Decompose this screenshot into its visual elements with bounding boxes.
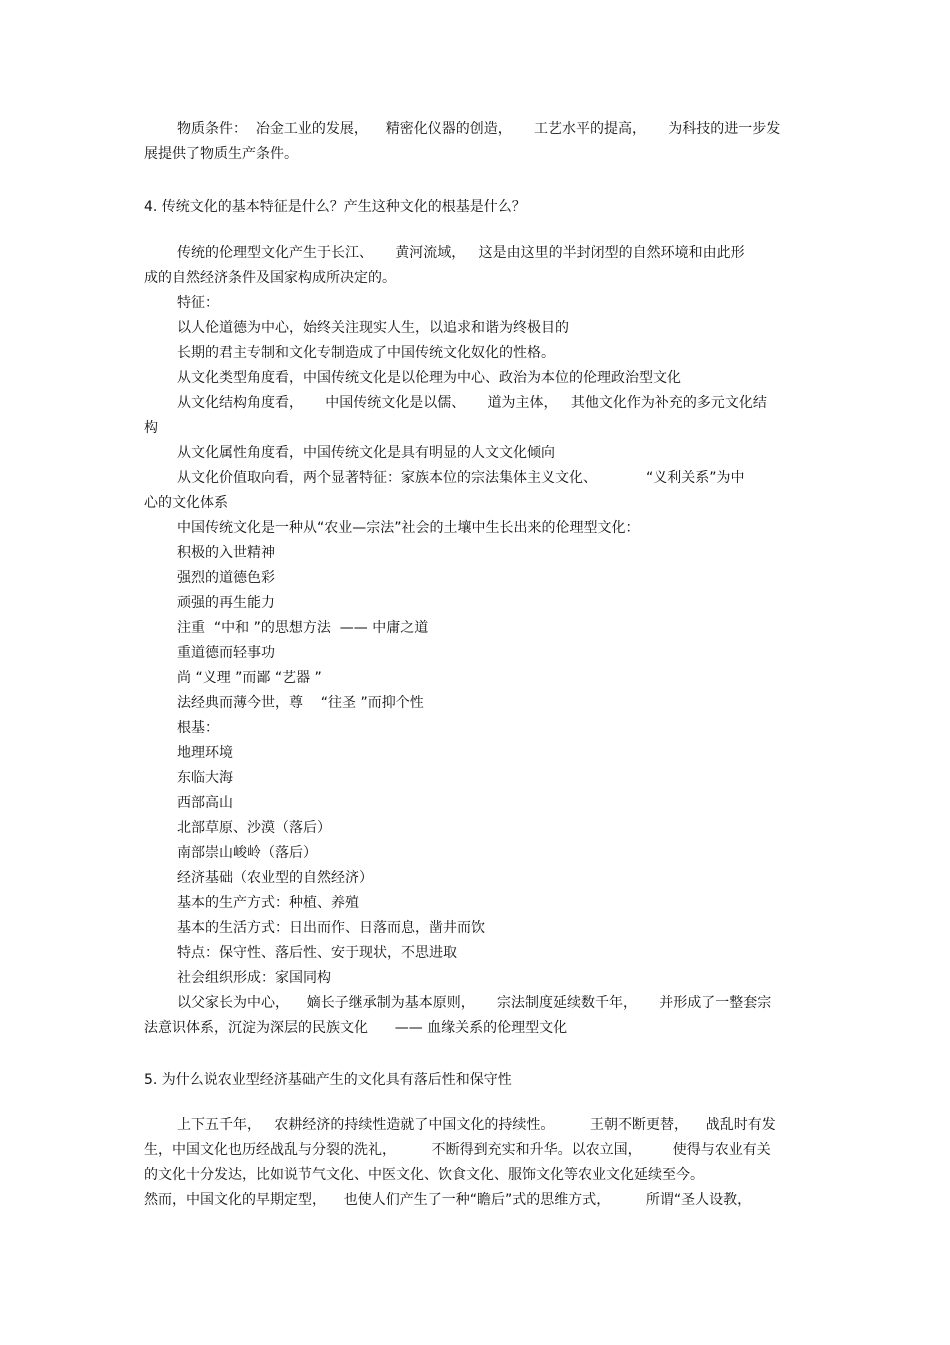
feature-line: 长期的君主专制和文化专制造成了中国传统文化奴化的性格。	[177, 345, 555, 361]
features-label: 特征：	[177, 295, 219, 311]
root-item: 特点：保守性、落后性、安于现状，不思进取	[177, 945, 457, 961]
root-line: 以父家长为中心， 嫡长子继承制为基本原则， 宗法制度延续数千年， 并形成了一整套宗	[177, 995, 772, 1011]
feature-item: 尚 “义理 ”而鄙 “艺器 ”	[177, 670, 322, 686]
q5-para-line: 上下五千年， 农耕经济的持续性造就了中国文化的持续性。 王朝不断更替， 战乱时有发	[177, 1117, 776, 1133]
q4-intro-line-1: 传统的伦理型文化产生于长江、 黄河流域， 这是由这里的半封闭型的自然环境和由此形	[177, 245, 745, 261]
feature-item: 顽强的再生能力	[177, 595, 275, 611]
q5-para-line: 然而，中国文化的早期定型， 也使人们产生了一种“瞻后”式的思维方式， 所谓“圣人设教，	[144, 1192, 752, 1208]
root-item: 东临大海	[177, 770, 233, 786]
feature-line: 从文化属性角度看，中国传统文化是具有明显的人文文化倾向	[177, 445, 555, 461]
root-item: 社会组织形成：家国同构	[177, 970, 331, 986]
feature-item: 注重 “中和 ”的思想方法 —— 中庸之道	[177, 620, 429, 636]
roots-label: 根基：	[177, 720, 219, 736]
root-item: 北部草原、沙漠（落后）	[177, 820, 331, 836]
feature-item: 积极的入世精神	[177, 545, 275, 561]
root-item: 基本的生活方式：日出而作、日落而息，凿井而饮	[177, 920, 485, 936]
material-line-2: 展提供了物质生产条件。	[144, 146, 298, 162]
root-item: 经济基础（农业型的自然经济）	[177, 870, 373, 886]
feature-line: 以人伦道德为中心，始终关注现实人生，以追求和谐为终极目的	[177, 320, 569, 336]
feature-line-cont: 心的文化体系	[144, 495, 228, 511]
root-item: 南部崇山峻岭（落后）	[177, 845, 317, 861]
feature-line: 从文化价值取向看，两个显著特征：家族本位的宗法集体主义文化、 “义利关系”为中	[177, 470, 745, 486]
feature-item: 重道德而轻事功	[177, 645, 275, 661]
feature-item: 强烈的道德色彩	[177, 570, 275, 586]
root-line-cont: 法意识体系，沉淀为深层的民族文化 —— 血缘关系的伦理型文化	[144, 1020, 568, 1036]
q5-para-line: 生，中国文化也历经战乱与分裂的洗礼， 不断得到充实和升华。以农立国， 使得与农业有关	[144, 1142, 771, 1158]
material-line-1: 物质条件： 冶金工业的发展， 精密化仪器的创造， 工艺水平的提高， 为科技的进一步发	[177, 121, 781, 137]
q5-heading: 5. 为什么说农业型经济基础产生的文化具有落后性和保守性	[144, 1072, 512, 1088]
feature-item: 法经典而薄今世，尊 “往圣 ”而抑个性	[177, 695, 424, 711]
feature-line: 中国传统文化是一种从“农业—宗法”社会的土壤中生长出来的伦理型文化：	[177, 520, 640, 536]
feature-line: 从文化结构角度看， 中国传统文化是以儒、 道为主体， 其他文化作为补充的多元文化结	[177, 395, 767, 411]
root-item: 西部高山	[177, 795, 233, 811]
feature-line: 从文化类型角度看，中国传统文化是以伦理为中心、政治为本位的伦理政治型文化	[177, 370, 681, 386]
q4-heading: 4. 传统文化的基本特征是什么？产生这种文化的根基是什么？	[144, 199, 526, 215]
q5-para-line: 的文化十分发达，比如说节气文化、中医文化、饮食文化、服饰文化等农业文化延续至今。	[144, 1167, 704, 1183]
feature-line-cont: 构	[144, 420, 158, 436]
root-item: 地理环境	[177, 745, 233, 761]
q4-intro-line-2: 成的自然经济条件及国家构成所决定的。	[144, 270, 396, 286]
root-item: 基本的生产方式：种植、养殖	[177, 895, 359, 911]
